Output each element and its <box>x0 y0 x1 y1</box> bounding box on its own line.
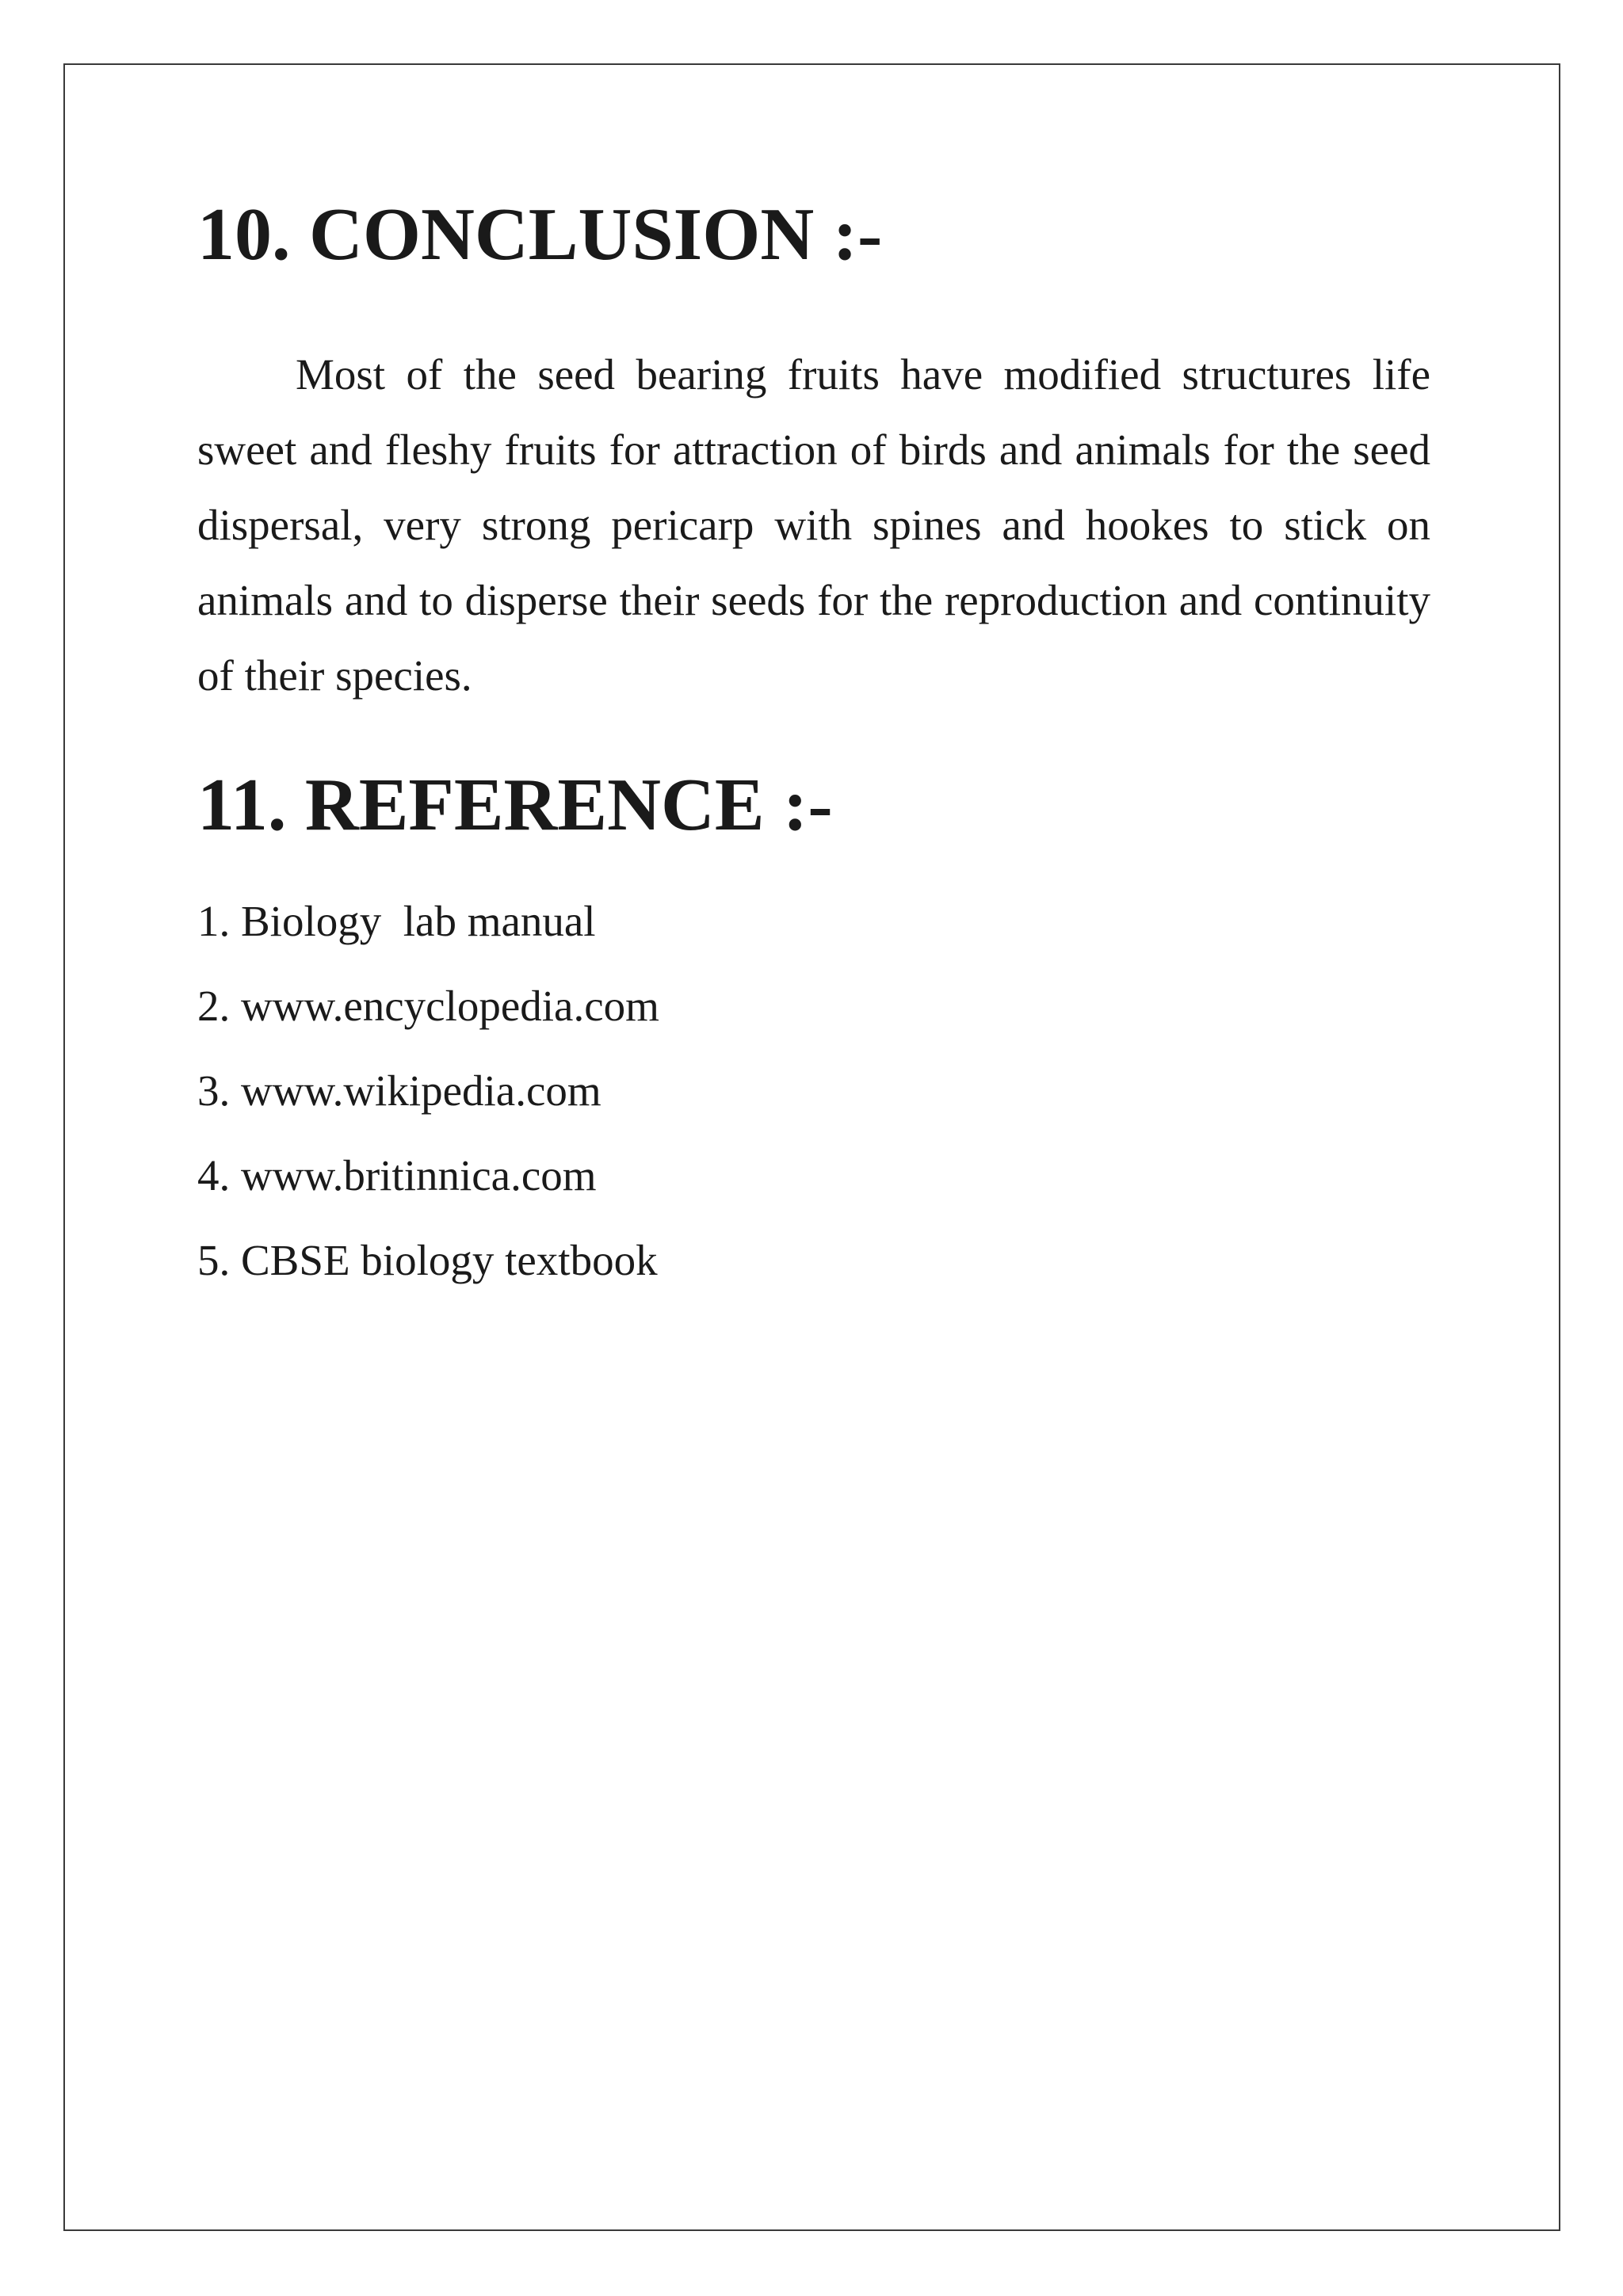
reference-item: 3. www.wikipedia.com <box>197 1066 601 1115</box>
reference-heading: 11. REFERENCE :- <box>197 763 833 846</box>
reference-list <box>197 879 1430 1302</box>
page-content <box>197 190 1430 1302</box>
reference-item: 5. CBSE biology textbook <box>197 1235 658 1284</box>
reference-item: 1. Biology lab manual <box>197 896 596 945</box>
conclusion-paragraph: Most of the seed bearing fruits have modified structures life sweet and fleshy fruits for attraction of birds and animals for the seed dispersal, very strong pericarp with spines and hookes to stick on animals and to disperse their seeds for the reproduction and continuity of their species. <box>197 349 1430 700</box>
reference-item: 4. www.britinnica.com <box>197 1150 597 1199</box>
conclusion-heading: 10. CONCLUSION :- <box>197 193 883 276</box>
reference-item: 2. www.encyclopedia.com <box>197 981 659 1030</box>
